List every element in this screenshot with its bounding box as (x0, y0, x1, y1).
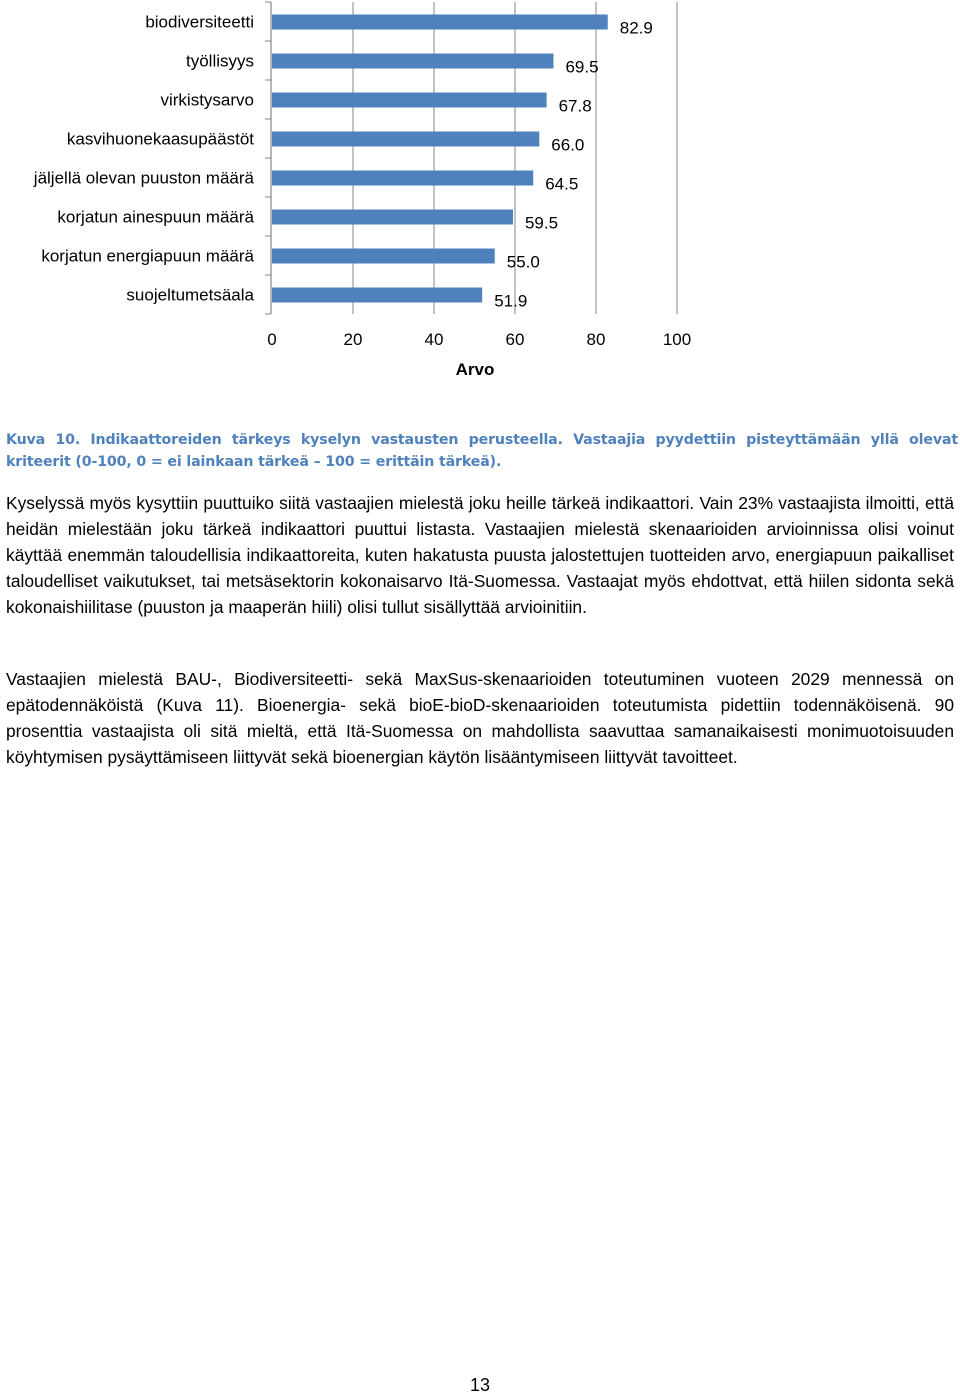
x-axis-title: Arvo (455, 360, 495, 379)
x-tick-label: 20 (343, 330, 363, 349)
bar (272, 15, 608, 30)
bar-value-label: 67.8 (558, 96, 592, 116)
bar-value-label: 51.9 (494, 291, 528, 311)
category-label: biodiversiteetti (145, 12, 254, 32)
body-paragraph-2: Vastaajien mielestä BAU-, Biodiversiteetti- sekä MaxSus-skenaarioiden toteutuminen vuoteen 2029 mennessä on epätodennäköistä (Kuva 11). Bioenergia- sekä bioE-bioD-skenaarioiden toteutumista pidettiin todennäköisenä. 90 prosenttia vastaajista oli sitä mieltä, että Itä-Suomessa on mahdollista saavuttaa samanaikaisesti monimuotoisuuden köyhtymisen pysäyttämiseen liittyvät sekä bioenergian käytön lisääntymiseen liittyvät tavoitteet. (6, 669, 954, 767)
x-tick-label: 100 (662, 330, 692, 349)
bar-value-label: 82.9 (619, 18, 653, 38)
category-label: kasvihuonekaasupäästöt (66, 129, 254, 149)
chart-category-labels (33, 13, 255, 305)
bar (272, 132, 539, 147)
y-axis-tick-marks (265, 2, 271, 314)
page-number: 13 (469, 1375, 491, 1395)
bar (272, 93, 547, 108)
bar-value-label: 55.0 (506, 252, 540, 272)
bar (272, 54, 553, 69)
importance-bar-chart (0, 0, 960, 400)
bar-value-label: 66.0 (551, 135, 585, 155)
figure-caption: Kuva 10. Indikaattoreiden tärkeys kyselyn vastausten perusteella. Vastaajia pyydettiin pisteyttämään yllä olevat kriteerit (0-100, 0 = ei lainkaan tärkeä – 100 = erittäin tärkeä). (6, 432, 958, 470)
category-label: virkistysarvo (160, 90, 254, 110)
chart-bars (272, 15, 608, 303)
bar-value-label: 64.5 (545, 174, 579, 194)
category-label: jäljellä olevan puuston määrä (33, 168, 254, 188)
x-tick-label: 80 (586, 330, 606, 349)
bar (272, 171, 533, 186)
x-tick-label: 60 (505, 330, 525, 349)
bar (272, 288, 482, 303)
x-tick-label: 40 (424, 330, 444, 349)
category-label: suojeltumetsäala (126, 285, 254, 305)
bar-value-label: 69.5 (565, 57, 599, 77)
category-label: työllisyys (185, 51, 254, 71)
bar (272, 210, 513, 225)
category-label: korjatun energiapuun määrä (41, 246, 254, 266)
bar (272, 249, 495, 264)
bar-value-label: 59.5 (524, 213, 559, 233)
x-tick-label: 0 (267, 330, 277, 349)
body-paragraph-1: Kyselyssä myös kysyttiin puuttuiko siitä vastaajien mielestä joku heille tärkeä indikaattori. Vain 23% vastaajista ilmoitti, että heidän mielestään joku tärkeä indikaattori puuttui listasta. Vastaajien mielestä skenaarioiden arvioinnissa olisi voinut käyttää enemmän taloudellisia indikaattoreita, kuten hakatusta puusta jalostettujen tuotteiden arvo, energiapuun paikalliset taloudelliset vaikutukset, tai metsäsektorin kokonaisarvo Itä-Suomessa. Vastaajat myös ehdottvat, että hiilen sidonta sekä kokonaishiilitase (puuston ja maaperän hiili) olisi tullut sisällyttää arvioinitiin. (6, 493, 954, 617)
chart-x-tick-labels (267, 330, 691, 349)
category-label: korjatun ainespuun määrä (57, 207, 254, 227)
